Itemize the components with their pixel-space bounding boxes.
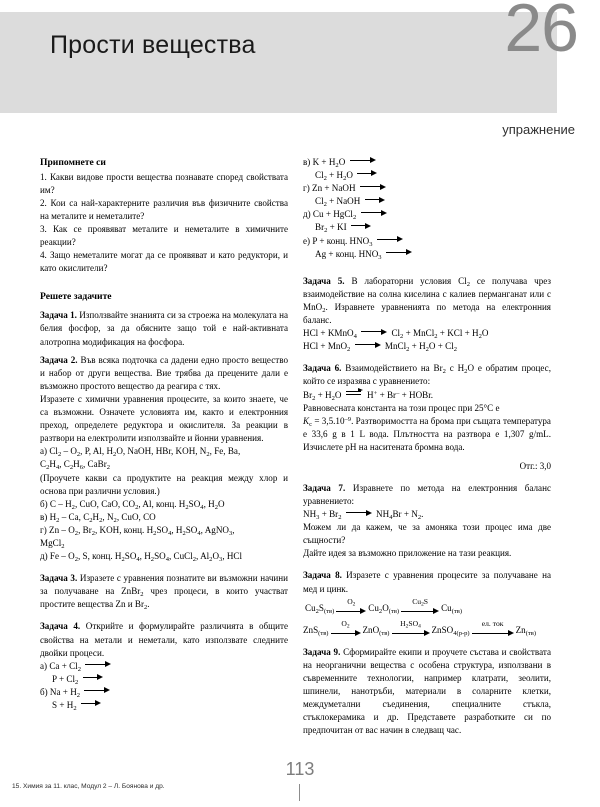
- scheme-arrow-1: [335, 596, 367, 615]
- scheme-species: $Zn_{(тв)}$: [515, 624, 537, 637]
- recall-item: 1. Какви видове прости вещества познавате според свойствата им?: [40, 171, 288, 195]
- task-2-item-g-cont: MgCl$_2$: [40, 537, 65, 550]
- scheme-arrow-label: $O_2$: [341, 618, 350, 630]
- reaction-arrow-icon: [350, 157, 376, 164]
- task-9: [303, 646, 551, 738]
- reaction-arrow-icon: [365, 196, 385, 203]
- task-4: [40, 620, 288, 659]
- arrow-shaft-icon: [392, 630, 430, 637]
- task-4-item-a2: $P + Cl_2$: [40, 673, 288, 686]
- scheme-arrow-3: [330, 618, 362, 637]
- scheme-species: $Cu_{(тв)}$: [441, 602, 463, 615]
- task-2: [40, 354, 288, 393]
- task-2-item-g: г) Zn – $O_2$, $Br_2$, KOH, конц. $H_2SO_4$, $H_2SO_4$, AgNO$_3$,: [40, 524, 235, 537]
- scheme-species: $Cu_2S_{(тв)}$: [305, 602, 335, 615]
- spacer: [303, 473, 551, 482]
- task-6-answer: Отг.: 3,0: [519, 460, 551, 471]
- chapter-number: 26: [504, 0, 578, 66]
- left-column: [40, 156, 288, 712]
- task-4-item-v2: $Cl_2 + H_2O$: [303, 169, 551, 182]
- task-4-item-g2: $Cl_2$ + NaOH: [303, 195, 551, 208]
- reaction-arrow-icon: [386, 249, 412, 256]
- scheme-species: ZnSO$_{4(р-р)}$: [431, 624, 470, 637]
- scheme-arrow-4: [391, 618, 431, 637]
- equilibrium-arrow-icon: [346, 389, 363, 398]
- scheme-row-zinc: [303, 618, 551, 637]
- task-7-text-3: Дайте идея за възможно приложение на тази реакция.: [303, 548, 512, 559]
- task-4-item-g: г) Zn + NaOH: [303, 182, 551, 195]
- task-6: Задача 6. Взаимодействието на $Br_2$ с $H_2O$ е обратим процес, който се изразява с уравнението:: [303, 363, 551, 387]
- task-7-equation: $NH_3 + Br_2$ $NH_4Br + N_2$.: [303, 509, 424, 521]
- reaction-arrow-icon: [83, 674, 103, 681]
- scheme-arrow-label: ел. ток: [481, 618, 504, 628]
- page-title: Прости вещества: [50, 31, 256, 59]
- task-2-item-d: д) Fe – $O_2$, S, конц. $H_2SO_4$, $H_2SO_4$, CuCl$_2$, $Al_2O_3$, HCl: [40, 551, 243, 563]
- spacer: [303, 560, 551, 569]
- recall-item: 4. Защо неметалите могат да се проявяват и като редуктори, и като окислители?: [40, 250, 288, 274]
- task-4-text: Открийте и формулирайте различията в общите свойства на метали и неметали, като използвате следните двойки процеси.: [40, 621, 289, 658]
- task-8-label: Задача 8.: [303, 570, 342, 581]
- task-2-label: Задача 2.: [40, 354, 78, 365]
- recall-item: 2. Кои са най-характерните различия във физичните свойства на металите и неметалите?: [40, 198, 288, 222]
- reaction-arrow-icon: [355, 341, 381, 348]
- spacer: [303, 353, 551, 362]
- task-6-text-2: Равновесната константа на този процес при 25°C е: [303, 402, 500, 413]
- task-2-text-2: Изразете с химични уравнения процесите, за които знаете, че са възможни. Означете условията им, както и електронния преход, определете редуктора и окислителя. За реакции в разтвори на електролити използвайте и йонни уравнения.: [40, 393, 288, 444]
- task-4-item-v: в) $K + H_2O$: [303, 156, 551, 169]
- task-3-label: Задача 3.: [40, 573, 78, 584]
- arrow-shaft-icon: [472, 630, 514, 637]
- task-5-equation-1: HCl + KMnO$_4$ $Cl_2$ + MnCl$_2$ + KCl + $H_2O$: [303, 328, 489, 340]
- reaction-arrow-icon: [361, 328, 387, 335]
- task-8-reaction-scheme: [303, 596, 551, 637]
- spacer: [40, 276, 288, 285]
- task-4-item-d2: $Br_2$ + KI: [303, 221, 551, 234]
- task-5-label: Задача 5.: [303, 275, 345, 286]
- task-4-item-e2: Ag + конц. $HNO_3$: [303, 248, 551, 261]
- reaction-arrow-icon: [84, 687, 110, 694]
- task-5-equation-2: HCl + MnO$_2$ MnCl$_2$ + $H_2O + Cl_2$: [303, 341, 458, 354]
- task-9-label: Задача 9.: [303, 646, 341, 657]
- task-4-label: Задача 4.: [40, 621, 81, 632]
- reaction-arrow-icon: [85, 661, 111, 668]
- task-8: [303, 569, 551, 595]
- task-1-label: Задача 1.: [40, 310, 77, 321]
- spacer: [303, 261, 551, 270]
- task-9-text: Сформирайте екипи и проучете състава и свойствата на неорганични вещества с особена структура, използвани в съвременните технологии, например клатрати, зеолити, шпинели, нанотръби, материали в соларните клетки, междуметални съединения, специалните стъкла, стъклокерамика и др. Представете разработките си по предпочитан от вас начин в следващ час.: [303, 646, 551, 736]
- recall-heading: Припомнете си: [40, 157, 106, 168]
- reaction-arrow-icon: [361, 209, 387, 216]
- reaction-arrow-icon: [357, 170, 377, 177]
- spacer: [40, 563, 288, 572]
- scheme-arrow-label: $O_2$: [347, 596, 356, 608]
- task-4-item-a: а) $Ca + Cl_2$: [40, 660, 288, 673]
- scheme-arrow-5: [471, 618, 515, 637]
- scheme-species: ZnO$_{(тв)}$: [362, 624, 390, 637]
- scheme-row-copper: [303, 596, 551, 615]
- task-4-item-b: б) $Na + H_2$: [40, 686, 288, 699]
- header-banner: [0, 12, 557, 113]
- task-8-text: Изразете с уравнения процесите за получаване на мед и цинк.: [303, 570, 551, 594]
- task-4-item-d: д) Cu + HgCl$_2$: [303, 208, 551, 221]
- arrow-shaft-icon: [336, 608, 366, 615]
- task-4-item-e: е) P + конц. $HNO_3$: [303, 235, 551, 248]
- reaction-arrow-icon: [351, 222, 371, 229]
- task-1: [40, 309, 288, 348]
- scheme-species: $Cu_2O_{(тв)}$: [368, 602, 400, 615]
- scheme-species: ZnS$_{(тв)}$: [303, 624, 329, 637]
- task-6-text-3: $K_c = 3,5.10^{-9}$. Разтворимостта на брома при същата температура е 33,6 g в 1 L вода. Плътността на разтвора е 1,307 g/mL. Изчислете pH на наситената бромна вода.: [303, 415, 551, 452]
- scheme-arrow-label: $H_2SO_4$: [400, 618, 421, 630]
- task-3: Задача 3. Изразете с уравнения познатите ви възможни начини за получаване на ZnBr$_2$ чрез процеси, в които участват простите вещества Zn и $Br_2$.: [40, 573, 288, 612]
- arrow-shaft-icon: [401, 608, 439, 615]
- header-subtitle: упражнение: [502, 122, 575, 137]
- task-2-item-a: а) $Cl_2 - O_2$, P, Al, $H_2O$, NaOH, HBr, KOH, $N_2$, Fe, Ba,: [40, 446, 241, 459]
- arrow-shaft-icon: [331, 630, 361, 637]
- task-5: Задача 5. В лабораторни условия $Cl_2$ се получава чрез взаимодействие на солна киселина с калиев перманганат или с MnO$_2$. Изравнете уравненията по метода на електронния баланс.: [303, 275, 551, 326]
- task-7-text-2: Можем ли да кажем, че за амоняка този процес има две същности?: [303, 522, 551, 546]
- task-6-equilibrium-equation: $Br_2 + H_2O$ H+ + Br– + HOBr.: [303, 389, 434, 402]
- reaction-arrow-icon: [81, 700, 101, 707]
- task-2-text: Във всяка подточка са дадени едно просто вещество и набор от други вещества. Вие трябва да прецените дали е възможно простото вещество да реагира с тях.: [40, 354, 288, 391]
- task-7: [303, 482, 551, 508]
- task-4-item-b2: $S + H_2$: [40, 699, 288, 712]
- recall-item: 3. Как се проявяват металите и неметалите в химичните реакции?: [40, 224, 288, 248]
- reaction-arrow-icon: [346, 509, 372, 516]
- task-7-text: Изравнете по метода на електронния баланс уравнението:: [303, 482, 551, 507]
- scheme-arrow-2: [400, 596, 440, 615]
- task-2-item-v: в) $H_2$ – Ca, $C_2H_2$, $N_2$, CuO, CO: [40, 511, 156, 524]
- task-7-label: Задача 7.: [303, 482, 346, 493]
- task-1-text: Използвайте знанията си за строежа на молекулата на белия фосфор, за да обясните защо той е най-активната алотропна модификация на фосфора.: [40, 310, 288, 347]
- reaction-arrow-icon: [377, 236, 403, 243]
- task-2-item-b: б) C – $H_2$, CuO, CaO, $CO_2$, Al, конц. $H_2SO_4$, $H_2O$: [40, 498, 225, 511]
- solve-heading: Решете задачите: [40, 290, 112, 302]
- task-2-item-a-cont: $C_2H_4$, $C_2H_6$, CaBr$_2$: [40, 459, 111, 472]
- imprint-line: 15. Химия за 11. клас, Модул 2 – Л. Боянова и др.: [12, 783, 165, 790]
- task-2-note: (Проучете какви са продуктите на реакция между хлор и основа при различни условия.): [40, 472, 288, 496]
- right-column: [303, 156, 551, 738]
- spacer: [40, 611, 288, 620]
- scheme-arrow-label: $Cu_2S$: [412, 596, 429, 608]
- page-number-rule: [299, 784, 300, 801]
- reaction-arrow-icon: [360, 183, 386, 190]
- page-number: 113: [285, 759, 315, 779]
- task-6-label: Задача 6.: [303, 363, 342, 374]
